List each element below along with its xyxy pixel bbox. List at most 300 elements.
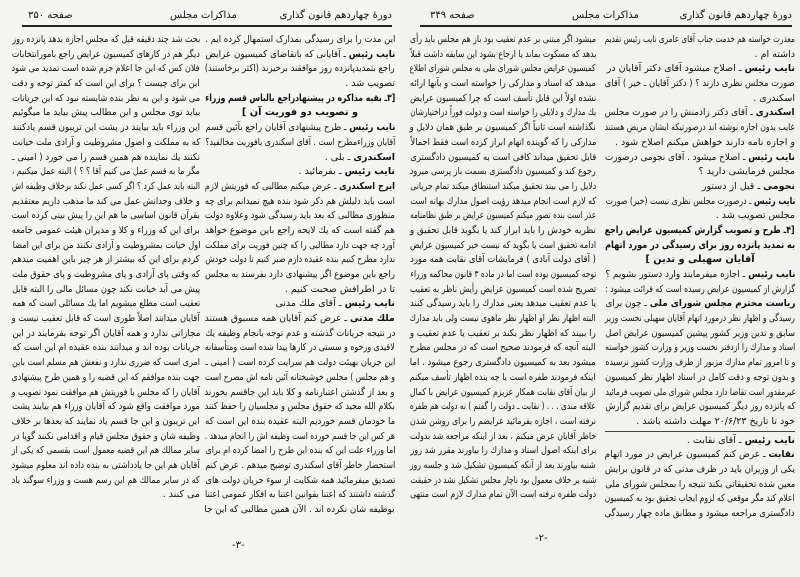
line-content [605, 312, 795, 327]
text-line [12, 327, 200, 342]
line-text: بکلام الله مجید که حقوق مجلس و مجلسیان را حفظ کنند [204, 401, 395, 413]
text-line [205, 488, 395, 503]
line-text: توجه کمیسیون بوده است اما در ماده ۳ قانون محاکمه وزراء [410, 269, 596, 280]
line-text: ما خودمان قسم خوردیم البته عقیده بنده این است که [204, 415, 395, 427]
line-text: می کنند . [162, 489, 200, 501]
line-content [12, 62, 200, 77]
line-text: آقایان وزراءمطرح است . آقای اسکندری بافوریت مخالفید؟ [205, 136, 395, 148]
line-content [205, 180, 395, 195]
line-content [205, 371, 395, 386]
line-text: تا در اطرافش صحبت کنیم . [284, 283, 395, 295]
line-text: ـ بلی . [324, 151, 354, 163]
text-line [205, 239, 395, 254]
speaker-name: اسکندری [756, 107, 795, 119]
line-text: یا عدم تعقیب میدهد یعنی مدارك را باید رسیدگی کنند [410, 298, 596, 310]
text-line [205, 327, 395, 342]
line-text: را ببیند که اظهار نظر بکند بر تعقیب یا عدم تعقیب و [410, 327, 596, 339]
line-text: و خلاف وجدانش عمل می کند ما مذهب داریم معتقدیم [12, 195, 200, 207]
line-text: در نتیجه جریانات گذشته و عدم توجه بانجام وظیفه یك [204, 327, 395, 339]
line-text: بدهد که مسکوت بماند یا ارجاع بشود این سابقه داشت قبلاً [409, 48, 596, 60]
text-line [205, 386, 395, 401]
line-text: دیگر هم در کارهای کمیسیون عرایض راجع بامورانتخابات [12, 48, 200, 60]
text-line [605, 448, 795, 463]
text-line [12, 415, 200, 430]
text-line [205, 283, 395, 298]
line-content [12, 312, 200, 327]
text-line [410, 48, 596, 63]
text-line [605, 283, 795, 298]
text-column-right [605, 33, 795, 522]
text-line [605, 386, 795, 401]
text-line [205, 503, 395, 518]
speaker-name: ایرج اسکندری [339, 180, 395, 192]
text-line [410, 430, 596, 445]
text-line [12, 312, 200, 327]
line-content [410, 224, 596, 239]
line-text: کمیسیون عرایض مجلس شورای ملی به مجلس شورای اطلاع [410, 63, 596, 75]
speaker-name: نایب رئیس [744, 434, 795, 446]
line-text: این جریان بهیئت دولت هم سرایت کرده است ( امینی ـ [205, 357, 395, 369]
line-text: می شود و این به نظر بنده شایسته نبود که این جریانات [11, 92, 200, 104]
text-line [205, 77, 395, 92]
line-text: مدارکی را که گوینده اتهام ابراز کرده است فقط اجمالاً [410, 136, 596, 148]
line-text: صورت مجلس نظری دارند ؟ ( دکتر آقایان ـ خیر ) آقای [605, 78, 795, 90]
line-text: دولت طفره نرفته است الآن تمام مدارك لازم است منتهی [409, 489, 596, 501]
line-text: آقایان هم این جا یادداشتی به بنده داده اند معلوم میشود [12, 459, 200, 471]
line-text: معذرت خواسته هم خدمت جناب آقای عامری نایب رئیس تقدیم [604, 34, 795, 45]
line-text: که در سایر ممالك هم این رسم هست و وزراء سوگند یاد [11, 474, 200, 486]
line-text: جریانات بوده اند و میدانند بنده عقیده ام این است که [12, 342, 200, 354]
line-text: ندارد مطرح کنیم بنده عقیده دارم صبر کنیم تا دولت خودش [205, 254, 395, 266]
line-text: که وقتی پای آزادی و پای مشروطیت و پای حقوق ملت [12, 269, 200, 280]
text-line [12, 268, 200, 283]
line-content [12, 33, 200, 48]
text-line [410, 62, 596, 77]
line-content [12, 136, 200, 151]
line-content [12, 106, 200, 121]
line-content [12, 474, 200, 489]
text-line [205, 356, 395, 371]
text-line [605, 92, 795, 107]
line-text: غیرمقدور است تقاضا دارد مجلس شورای ملی تصویب فرمائید [605, 386, 795, 398]
line-text: ادامه تحقیق است یا بگوید که نیست خیر کمیسیون عرایض [409, 239, 596, 251]
line-text: ـ آقای نقابت . [686, 434, 745, 446]
line-text: که لازم است انجام میدهد رؤیت اصول مدارك بهانه است [410, 195, 596, 207]
text-line [605, 136, 795, 151]
line-content [410, 106, 596, 121]
text-line [605, 327, 795, 342]
line-text: ـ آقایانی که باتقاضای کمیسیون عرایض [205, 48, 349, 60]
text-line [410, 283, 596, 298]
section-heading-line [605, 224, 795, 239]
line-content [410, 488, 596, 503]
text-line [410, 209, 596, 224]
line-text: تصدیق میفرمائید همه شکایت از سوء جریان دولت های [205, 474, 395, 486]
text-line [605, 180, 795, 195]
line-content [12, 268, 200, 283]
text-line [410, 165, 596, 180]
text-line [205, 430, 395, 445]
line-content [605, 386, 795, 401]
line-content [163, 488, 200, 503]
text-line [410, 444, 596, 459]
speaker-name: ملك مدنی [350, 313, 395, 325]
text-line [205, 165, 395, 180]
text-line [605, 151, 795, 166]
line-content [12, 400, 200, 415]
line-content [753, 92, 795, 107]
text-line [410, 268, 596, 283]
line-content [605, 151, 795, 166]
line-content [607, 62, 795, 77]
line-text: خود تا تاریخ ۲۰/۶/۲۳ مهلت داشته باشد . [636, 415, 795, 427]
text-line [605, 195, 795, 210]
line-content [410, 62, 596, 77]
text-column-left [12, 33, 200, 503]
header-rule [22, 25, 392, 27]
text-line [410, 92, 596, 107]
line-text: بقرآن قانون اساسی ما هم این را پیش بینی کرده است [11, 210, 200, 222]
line-text: مجازاتی ندارد و همه آقایان اگر توجه بفرمایند در این [11, 327, 200, 339]
line-text: است باید دلیلش هم ذکر شود بنده هیچ نمیدانم برای چه [204, 195, 395, 207]
line-text: غایب بدون اجازه نوشته اند درصورتیکه ایشان مریض هستند [604, 122, 795, 134]
text-line [205, 180, 395, 195]
line-content [410, 209, 596, 224]
line-text: پیش می آید خیانت نکند چون مسائل مالی را البته قابل [11, 283, 200, 295]
text-line [410, 151, 596, 166]
line-text: اعلام کند مگر موقعی که لزوم ایجاب تحقیق بود به کمیسیون [605, 493, 795, 505]
text-line [605, 121, 795, 136]
line-content [205, 444, 395, 459]
text-line [605, 492, 795, 507]
text-line [410, 136, 596, 151]
line-text: رسیدگی و اظهار نظر درمورد اتهام آقایان سهیلی نخست وزیر [604, 313, 795, 325]
line-text: میدهد که اسناد و مدارکی را خواسته است و بآنها ارائه [410, 78, 596, 90]
line-content [605, 327, 795, 342]
text-line [410, 400, 596, 415]
line-content [702, 180, 795, 195]
line-text: آقایان میدانند اصلاً طوری است که قابل تعقیب نیست و [11, 313, 200, 325]
line-text: ـ عرض کنم کمیسیون عرایض در مورد اتهام [604, 449, 769, 461]
line-text: ـ اصلاح میشود آقای دکتر آقایان در [606, 63, 745, 75]
text-line [410, 386, 596, 401]
text-line [205, 136, 395, 151]
line-content [605, 478, 795, 493]
line-content [605, 341, 795, 356]
line-text: ـ عرض میکنم مطالبی که فوریتش لازم [205, 180, 340, 192]
line-text: و اجازه نامه دارند خواهش میکنم اصلاح شود . [614, 136, 795, 148]
speaker-name: نایب رئیس [747, 269, 795, 280]
line-text: خاطر آقایان عرض میکنم ، بعد از اینکه مراجعه شد بدولت [409, 430, 596, 442]
line-content [605, 121, 795, 136]
page-folio: -۳- [232, 540, 245, 551]
line-content: [۴ـ طرح و تصویب گزارش کمیسیون عرایض راجع [604, 224, 795, 236]
line-content [205, 488, 395, 503]
line-text: اینکه فرمودند طفره است یا چه بنده اظهار تأسف میکنم [410, 371, 596, 383]
line-content: آقایان سهیلی و تدین ] [645, 254, 755, 266]
text-line [605, 297, 795, 312]
text-line [12, 33, 200, 48]
line-content [205, 341, 395, 356]
line-content [410, 430, 596, 445]
line-content [410, 239, 596, 254]
line-text: سایر ممالك هم این قضیه معمول است بقسمی که یکی از [11, 445, 200, 457]
line-content [205, 327, 395, 342]
text-line [12, 239, 200, 254]
line-content [716, 209, 795, 224]
line-content [12, 180, 200, 195]
text-line [410, 459, 596, 474]
line-text: رجوع کند و کمیسیون دادگستری بسمت باز پرسی میرود [410, 166, 596, 178]
line-content [205, 253, 395, 268]
line-text: این تریبون و این جا قسم یاد نمایند که بعدها بر خلاف [12, 415, 200, 427]
line-text: البته اظهار نظر او اظهار نظر ماهوی نیست ولی باید مدارك [410, 313, 596, 325]
text-line [605, 371, 795, 386]
line-text: ـ اصلاح میشود . آقای نجومی درصورت [604, 151, 749, 163]
text-line [410, 415, 596, 430]
text-line [605, 400, 795, 415]
line-content [410, 195, 596, 210]
line-content [12, 253, 200, 268]
text-line [205, 224, 395, 239]
line-text: نشده اولاً این قابل تأسف است که چرا کمیسیون عرایض [409, 92, 596, 104]
text-line [410, 224, 596, 239]
text-line [12, 165, 200, 180]
line-text: آقایان را که مجلس با فوریتش هم موافقت نمود تصویب و [12, 386, 200, 398]
text-line [605, 341, 795, 356]
text-line [205, 415, 395, 430]
line-text: که پانزده روز دیگر کمیسیون عرایض برای تقدیم گزارش [604, 401, 795, 413]
line-content [12, 209, 200, 224]
line-content [410, 459, 596, 474]
text-line [410, 77, 596, 92]
line-content [410, 356, 596, 371]
line-content [605, 283, 795, 298]
line-content [699, 165, 795, 180]
line-content [12, 121, 200, 136]
text-line [605, 434, 795, 449]
line-content [605, 356, 795, 371]
speaker-name: نایب رئیس [753, 195, 795, 207]
text-line [12, 253, 200, 268]
line-text: دادگستری مراجعه میشود و مطابق ماده چهار رسیدگی [604, 508, 795, 519]
line-content [605, 463, 795, 478]
line-text: عذر است بنده تصور میکنم کمیسیون عرایض بر طبق نظامنامه [409, 210, 596, 222]
line-content [12, 459, 200, 474]
section-heading-line [605, 253, 795, 268]
line-content [12, 297, 200, 312]
line-text: ـ درصورت مجلس نظری نیست (خیر) صورت [605, 195, 754, 207]
line-content [12, 444, 200, 459]
line-text: نرفته است ، اجازه بفرمائید عرایضم را برای روشن شدن [410, 415, 596, 427]
text-line [205, 195, 395, 210]
text-line [12, 151, 200, 166]
text-line [410, 180, 596, 195]
text-line [205, 459, 395, 474]
speaker-name: اسکندری [353, 151, 395, 163]
line-content [205, 136, 395, 151]
line-content [605, 268, 795, 283]
line-text: ـ قبل از دستور [701, 180, 764, 192]
line-text: شنبه بر خلاف معمول بود ناچار مجلس تشکیل نشد در حقیقت [410, 474, 596, 486]
line-content [205, 503, 395, 518]
line-content [275, 297, 395, 312]
text-line [410, 121, 596, 136]
line-content [410, 283, 596, 298]
line-content [605, 77, 795, 92]
line-text: البته آنچه که فرمودند صحیح است که در مجلس مطرح [409, 342, 596, 354]
line-text: علاقه مندی . . . ( نقابت ـ دولت را گفتم ) نه دولت هم طفره [410, 401, 596, 413]
text-line [410, 474, 596, 489]
line-text: بیاید توی مجلس و این مطالب پیش بیاید ما میگوئیم [11, 107, 200, 119]
line-text: ـ اجازه میفرمایند وارد دستور بشویم ؟ [604, 269, 748, 280]
text-line [605, 33, 795, 48]
line-content [410, 92, 596, 107]
line-content [205, 415, 395, 430]
line-content [325, 151, 395, 166]
text-line [605, 77, 795, 92]
line-text: داشته ام . [754, 48, 795, 60]
text-column-left [410, 33, 596, 503]
line-content [605, 371, 795, 386]
speaker-name: نقابت [768, 449, 795, 461]
line-text: قابل تحقیق میداند کافی است به کمیسیون دادگستری [409, 151, 596, 163]
line-text: شنبه بیاورند بعد از آنکه کمیسیون تشکیل شد و جلسه روز [410, 459, 596, 471]
header-title: مذاکرات مجلس [572, 10, 639, 21]
header-rule [420, 25, 792, 27]
text-line [12, 459, 200, 474]
line-content [12, 415, 200, 430]
text-line [410, 106, 596, 121]
line-text: مورد موافقت واقع شود که آقایان وزراء هم بیایند پشت [12, 401, 200, 413]
speaker-name: نایب رئیس [744, 63, 795, 75]
line-content: به تمدید پانزده روز برای رسیدگی در مورد اتهام [605, 239, 795, 251]
line-text: دلایل را می بیند تحقیق میکند استنطاق میکند تمام جریانی [409, 180, 596, 192]
line-text: بحث شد چند دقیقه قبل که مجلس اجازه بدهد پانزده روز [12, 34, 200, 45]
line-content [12, 341, 200, 356]
speaker-name: نایب رئیس [748, 151, 795, 163]
text-line [605, 106, 795, 121]
line-content [12, 327, 200, 342]
line-text: ـ بفرمائید . [298, 166, 345, 178]
line-content [12, 371, 200, 386]
line-text: ( آقای دولت آبادی ) فرمایشات آقای نقابت همه مورد [410, 254, 596, 266]
text-line [605, 62, 795, 77]
text-line [12, 209, 200, 224]
header-period: دورهٔ چهاردهم قانون گذاری [279, 10, 392, 21]
line-content [12, 283, 200, 298]
line-text: این برای چیست ؟ برای این است که کمتر توجه و دقت [11, 78, 200, 90]
line-text: گذشته داشتند که اعتنا بقوانین اعتنا به افکار عمومی اعتنا [204, 489, 395, 501]
line-content [205, 356, 395, 371]
line-text: معین شده تحقیقاتی بکند نتیجه را بمجلس شورای ملی [604, 478, 795, 490]
line-content [410, 268, 596, 283]
line-text: هر کس این جا قسم خورده است وظیفه اش را انجام میدهد . [205, 430, 395, 442]
line-content [12, 239, 200, 254]
line-content [410, 121, 596, 136]
line-content [410, 444, 596, 459]
line-content [410, 415, 596, 430]
text-line [605, 507, 795, 522]
line-content [410, 136, 596, 151]
text-line [410, 253, 596, 268]
line-text: راجع باین موضوع اگر پیشنهادی دارد بفرستد به مجلس [205, 269, 395, 280]
text-line [12, 106, 200, 121]
header-page-number: صفحه ۳۴۹ [430, 10, 475, 21]
line-text: استحضار خاطر آقای اسکندری توضیح میدهم . عرض کنم [204, 459, 395, 471]
line-content [12, 356, 200, 371]
text-line [12, 488, 200, 503]
speaker-name: نایب رئیس [348, 48, 395, 60]
line-content [410, 341, 596, 356]
header-page-number: صفحه ۳۵۰ [28, 10, 73, 21]
text-line [205, 151, 395, 166]
line-text: و بعد از گذشتن اعتبارنامه و کلا باید این جاقسم بخورند [204, 386, 395, 398]
text-line [12, 77, 200, 92]
line-text: برای اینکه اصول اسناد و مدارك را بیاورند مقرر شد روز [409, 445, 596, 457]
line-text: نکنند یك نماینده هم همین قسم را می خورد ( امینی ـ [11, 151, 200, 163]
line-content [12, 77, 200, 92]
header-title: مذاکرات مجلس [170, 10, 237, 21]
line-content [605, 492, 795, 507]
line-text: و بدون توجه و دقت کامل در اسناد اظهار نظر کمیسیون [604, 371, 795, 383]
line-text: نگذاشته است ثانیاً اگر کمیسیون بر طبق همان دلایل و [409, 122, 596, 134]
speaker-name: نایب رئیس [344, 166, 395, 178]
section-divider [605, 431, 795, 432]
line-content [12, 151, 200, 166]
text-line [605, 356, 795, 371]
line-text: یکی از وزیران باید در ظرف مدتی که در قانون برایش [605, 463, 795, 475]
text-line [605, 312, 795, 327]
text-line [410, 488, 596, 503]
line-text: بوظیفه شان نکرده اند . الآن همین مطالبی که این جا [204, 504, 395, 515]
text-line [12, 136, 200, 151]
line-text: وظیفه شان و حقوق مجلس قیام و اقدامی نکنند گویا در [11, 430, 200, 442]
text-line [12, 121, 200, 136]
text-line [205, 121, 395, 136]
text-line [410, 356, 596, 371]
text-line [205, 341, 395, 356]
text-line [410, 341, 596, 356]
line-text: مگر ما به قسم عمل می کنیم آقا ؟ ؟ ) البته عمل میکنیم ، [12, 166, 200, 178]
header-period: دورهٔ چهاردهم قانون گذاری [679, 10, 792, 21]
text-line [410, 239, 596, 254]
line-text: میشود بعد به کمیسیون دادگستری رجوع میشود . اما [410, 357, 596, 369]
line-text: ـ طرح پیشنهادی آقایان راجع بآئین قسم [204, 122, 349, 134]
text-line [605, 268, 795, 283]
line-content [410, 327, 596, 342]
speaker-name: نایب رئیس [348, 122, 395, 134]
text-line [12, 474, 200, 489]
line-content [205, 386, 395, 401]
line-text: سابق و تدین وزیر کشور پیشین کمیسیون عرایض اصل [605, 327, 795, 339]
line-content [205, 239, 395, 254]
page-folio: -۲- [535, 533, 548, 544]
section-heading-line [605, 239, 795, 254]
speaker-name: ریاست محترم مجلس شورای ملی [649, 298, 795, 310]
line-text: میشود اگر مبتنی بر عدم تعقیب بود باز هم مجلس باید رأی [410, 34, 596, 45]
text-line [410, 195, 596, 210]
line-text: فلان کس که این جا اعلام جرم شده است تمدید می شود [12, 63, 200, 75]
line-text: ـ آقای دکتر زادمنش را در صورت مجلس [605, 107, 757, 119]
text-line [12, 444, 200, 459]
line-text: که به مملکت و اصول مشروطیت و آزادی ملت خیانت [11, 136, 200, 148]
text-line [605, 478, 795, 493]
line-content [410, 180, 596, 195]
text-line [410, 327, 596, 342]
line-content [12, 195, 200, 210]
text-line [12, 195, 200, 210]
